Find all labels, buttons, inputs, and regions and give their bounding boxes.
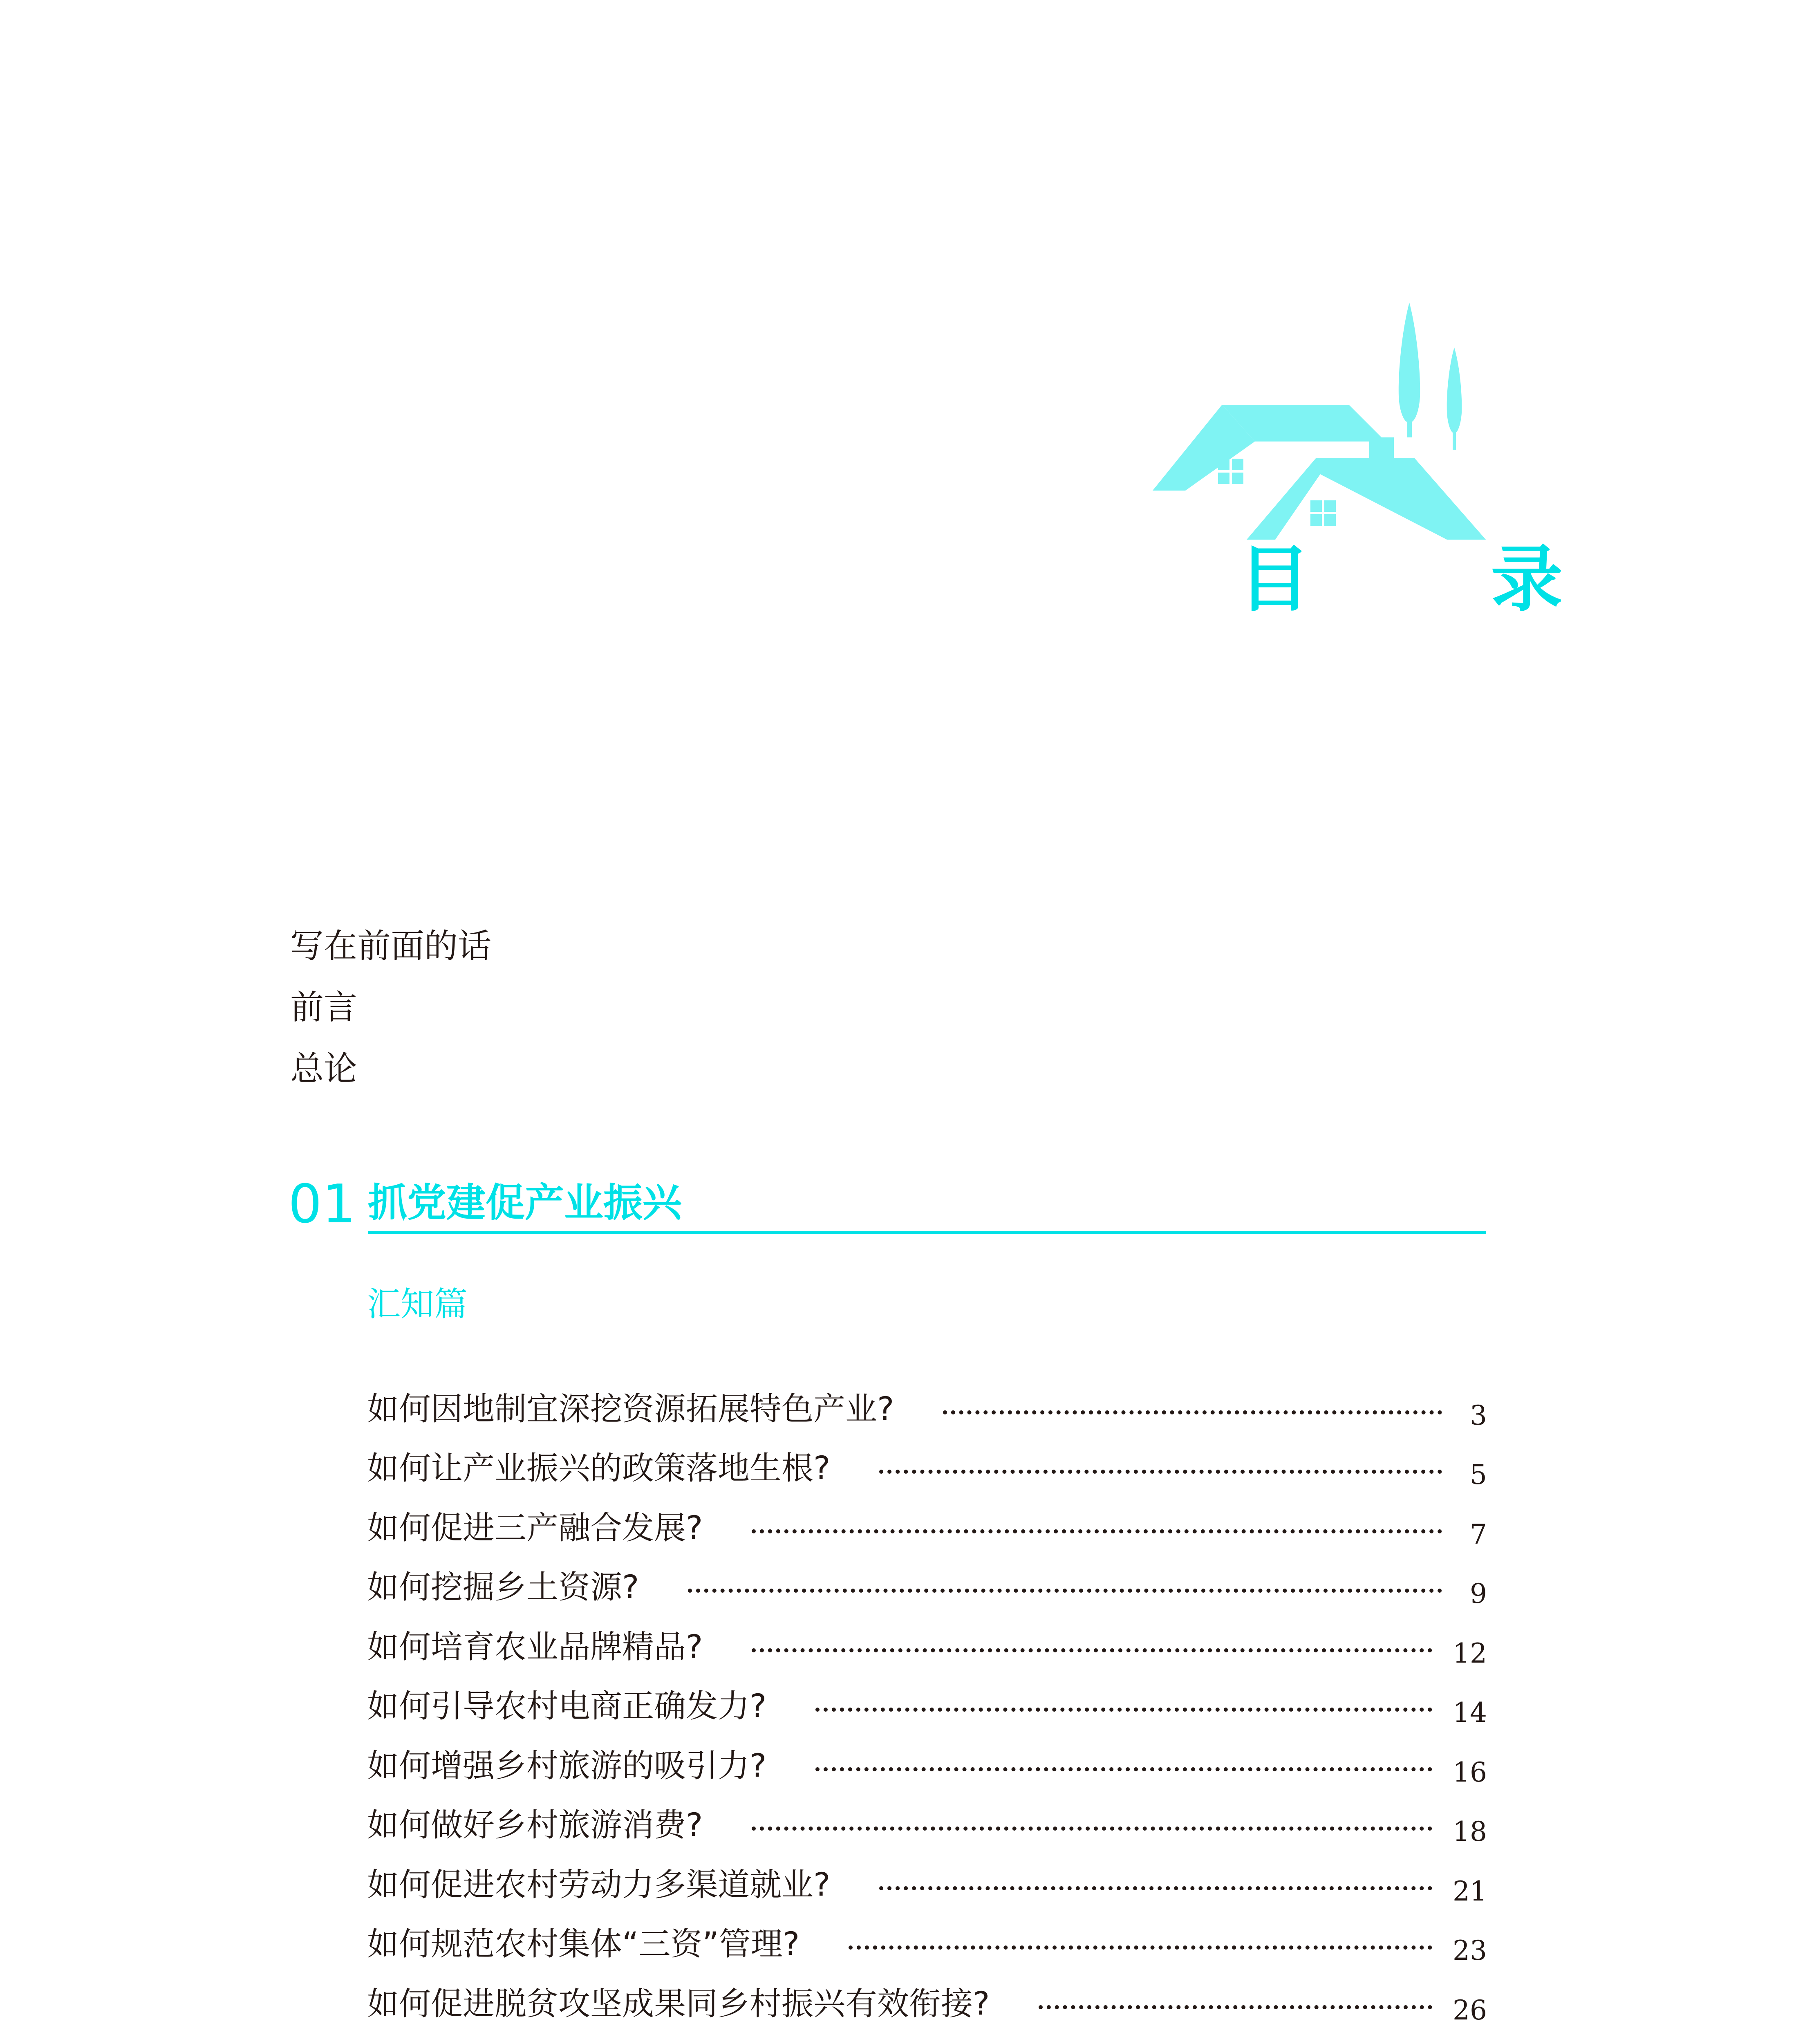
toc-entry[interactable] — [367, 1671, 1487, 1731]
chapter-heading — [288, 1173, 1486, 1235]
toc-entry-page: 14 — [1453, 1697, 1487, 1728]
toc-entry[interactable] — [367, 1790, 1487, 1850]
dot-leader — [752, 1529, 1442, 1533]
toc-entry-page: 18 — [1453, 1816, 1487, 1847]
toc-entry-title: 如何做好乡村旅游消费? — [367, 1807, 703, 1844]
toc-entry-page: 26 — [1453, 1994, 1487, 2026]
toc-entry-title: 如何让产业振兴的政策落地生根? — [367, 1450, 831, 1487]
toc-entry[interactable] — [367, 1968, 1487, 2028]
front-matter-item[interactable]: 前言 — [290, 988, 358, 1027]
front-matter-item[interactable]: 总论 — [290, 1049, 358, 1088]
dot-leader — [752, 1648, 1432, 1652]
toc-entry-page: 5 — [1470, 1459, 1487, 1490]
toc-entry-page: 23 — [1453, 1935, 1487, 1966]
toc-entry-page: 21 — [1453, 1875, 1487, 1907]
dot-leader — [815, 1767, 1432, 1771]
houses-and-trees-icon — [1153, 303, 1488, 540]
back-house-window-icon — [1218, 459, 1243, 484]
toc-entry-title: 如何培育农业品牌精品? — [367, 1628, 703, 1665]
toc-entry-title: 如何规范农村集体“三资”管理? — [367, 1926, 800, 1963]
front-matter-item[interactable]: 写在前面的话 — [290, 927, 492, 966]
dot-leader — [1039, 2005, 1432, 2009]
toc-list — [367, 1374, 1487, 2044]
toc-entry[interactable] — [367, 1611, 1487, 1671]
dot-leader — [943, 1410, 1442, 1414]
toc-entry-page: 12 — [1453, 1637, 1487, 1669]
toc-entry-page: 3 — [1470, 1399, 1487, 1431]
front-house-window-icon — [1310, 500, 1336, 526]
tall-tree-icon — [1399, 303, 1420, 437]
toc-entry-title: 如何引导农村电商正确发力? — [367, 1688, 767, 1725]
toc-entry-page: 9 — [1470, 1578, 1487, 1609]
front-matter-list — [290, 916, 491, 1100]
toc-entry[interactable] — [367, 1433, 1487, 1493]
chapter-underline — [368, 1231, 1486, 1234]
dot-leader — [688, 1589, 1442, 1593]
toc-entry[interactable] — [367, 1374, 1487, 1433]
dot-leader — [879, 1470, 1442, 1474]
dot-leader — [879, 1886, 1432, 1890]
toc-entry[interactable] — [367, 1730, 1487, 1790]
toc-entry[interactable] — [367, 1849, 1487, 1909]
toc-entry-page: 16 — [1453, 1756, 1487, 1788]
toc-entry-title: 如何促进三产融合发展? — [367, 1509, 703, 1546]
toc-entry[interactable] — [367, 2028, 1487, 2044]
dot-leader — [815, 1708, 1432, 1712]
toc-entry-title: 如何促进脱贫攻坚成果同乡村振兴有效衔接? — [367, 1985, 990, 2022]
section-title: 汇知篇 — [367, 1285, 468, 1324]
dot-leader — [849, 1945, 1432, 1950]
toc-entry[interactable] — [367, 1493, 1487, 1552]
toc-entry-page: 7 — [1470, 1518, 1487, 1550]
short-tree-icon — [1447, 347, 1462, 450]
toc-entry-title: 如何挖掘乡土资源? — [367, 1569, 639, 1606]
dot-leader — [752, 1827, 1432, 1831]
page-title: 目 录 — [1238, 538, 1641, 621]
toc-entry-title: 如何促进农村劳动力多渠道就业? — [367, 1866, 831, 1903]
toc-entry-title: 如何因地制宜深挖资源拓展特色产业? — [367, 1390, 894, 1428]
chapter-title[interactable]: 抓党建促产业振兴 — [368, 1180, 682, 1226]
chapter-number: 01 — [288, 1173, 356, 1235]
toc-entry[interactable] — [367, 1552, 1487, 1612]
toc-entry[interactable] — [367, 1909, 1487, 1969]
toc-entry-title: 如何增强乡村旅游的吸引力? — [367, 1747, 767, 1784]
